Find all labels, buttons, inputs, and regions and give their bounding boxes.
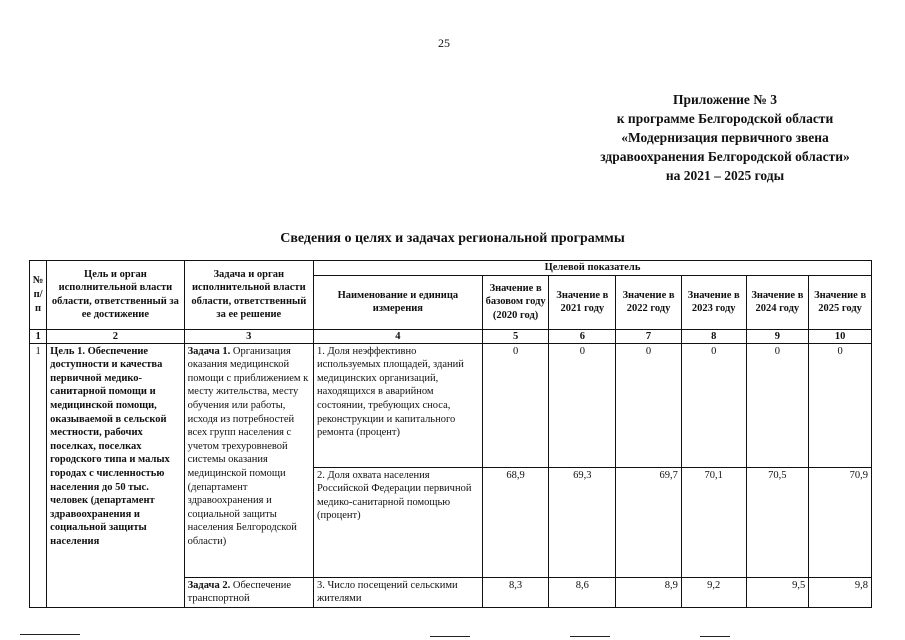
header-task: Задача и орган исполнительной власти области, ответственный за ее решение <box>184 261 313 330</box>
page-number: 25 <box>438 36 450 50</box>
indicator-1-2021: 0 <box>549 343 616 467</box>
task-1-cell <box>184 343 313 577</box>
indicator-3-2025: 9,8 <box>809 577 872 607</box>
scan-artifact-line <box>700 636 730 637</box>
indicator-3-base: 8,3 <box>482 577 549 607</box>
indicator-2-2024: 70,5 <box>746 467 809 577</box>
header-2025-value: Значение в 2025 году <box>809 275 872 329</box>
row-number: 1 <box>30 343 47 607</box>
header-2024-value: Значение в 2024 году <box>746 275 809 329</box>
task-2-text: Обеспечение транспортной <box>187 579 292 605</box>
indicator-3-name: 3. Число посещений сельскими жителями <box>313 577 482 607</box>
goals-table <box>29 260 872 608</box>
indicator-2-name: 2. Доля охвата населения Российской Федерации первичной медико-санитарной помощью (процент) <box>313 467 482 577</box>
appendix-line: на 2021 – 2025 годы <box>665 168 785 183</box>
goal-label: Цель 1. <box>50 345 85 357</box>
header-2021-value: Значение в 2021 году <box>549 275 616 329</box>
header-goal: Цель и орган исполнительной власти области, ответственный за ее достижение <box>47 261 184 330</box>
column-number: 7 <box>616 329 682 343</box>
header-num: № п/п <box>30 261 47 330</box>
indicator-1-2023: 0 <box>681 343 746 467</box>
indicator-2-2023: 70,1 <box>681 467 746 577</box>
column-number: 10 <box>809 329 872 343</box>
appendix-heading <box>560 90 890 185</box>
header-2023-value: Значение в 2023 году <box>681 275 746 329</box>
indicator-1-name: 1. Доля неэффективно используемых площадей, зданий медицинских организаций, находящихся в аварийном состоянии, требующих сноса, реконструкции и капитального ремонта (процент) <box>313 343 482 467</box>
column-number: 9 <box>746 329 809 343</box>
goal-cell <box>47 343 184 607</box>
indicator-3-2022: 8,9 <box>616 577 682 607</box>
header-name-unit: Наименование и единица измерения <box>313 275 482 329</box>
header-2022-value: Значение в 2022 году <box>616 275 682 329</box>
indicator-1-2025: 0 <box>809 343 872 467</box>
column-number: 6 <box>549 329 616 343</box>
scan-artifact-line <box>430 636 470 637</box>
indicator-1-2022: 0 <box>616 343 682 467</box>
column-number: 1 <box>30 329 47 343</box>
indicator-2-2025: 70,9 <box>809 467 872 577</box>
goal-text: Обеспечение доступности и качества первичной медико-санитарной помощи и медицинской помощи, оказываемой в сельской местности, рабочих поселках, поселках городского типа и малых городах с численностью населения до 50 тыс. человек (департамент здравоохранения и социальной защиты населения <box>50 345 170 547</box>
indicator-3-2023: 9,2 <box>681 577 746 607</box>
scan-artifact-line <box>20 634 80 635</box>
appendix-line: здравоохранения Белгородской области» <box>600 149 850 164</box>
column-number: 4 <box>313 329 482 343</box>
column-number: 5 <box>482 329 549 343</box>
column-number: 3 <box>184 329 313 343</box>
scan-artifact-line <box>570 636 610 637</box>
column-number: 8 <box>681 329 746 343</box>
indicator-1-2024: 0 <box>746 343 809 467</box>
header-base-value: Значение в базовом году (2020 год) <box>482 275 549 329</box>
header-indicator: Целевой показатель <box>313 261 871 276</box>
appendix-line: Приложение № 3 <box>673 92 777 107</box>
indicator-3-2021: 8,6 <box>549 577 616 607</box>
column-number: 2 <box>47 329 184 343</box>
indicator-2-2021: 69,3 <box>549 467 616 577</box>
indicator-2-base: 68,9 <box>482 467 549 577</box>
appendix-line: «Модернизация первичного звена <box>621 130 829 145</box>
indicator-3-2024: 9,5 <box>746 577 809 607</box>
task-2-label: Задача 2. <box>187 579 231 591</box>
indicator-1-base: 0 <box>482 343 549 467</box>
task-1-label: Задача 1. <box>187 345 231 357</box>
appendix-line: к программе Белгородской области <box>616 111 834 126</box>
task-2-cell <box>184 577 313 607</box>
document-title: Сведения о целях и задачах региональной программы <box>280 231 625 246</box>
indicator-2-2022: 69,7 <box>616 467 682 577</box>
task-1-text: Организация оказания медицинской помощи с приближением к месту жительства, месту обучения или работы, исходя из потребностей всех групп населения с учетом трехуровневой системы оказания медицинской помощи (департамент здравоохранения и социальной защиты населения Белгородской области) <box>187 345 309 547</box>
